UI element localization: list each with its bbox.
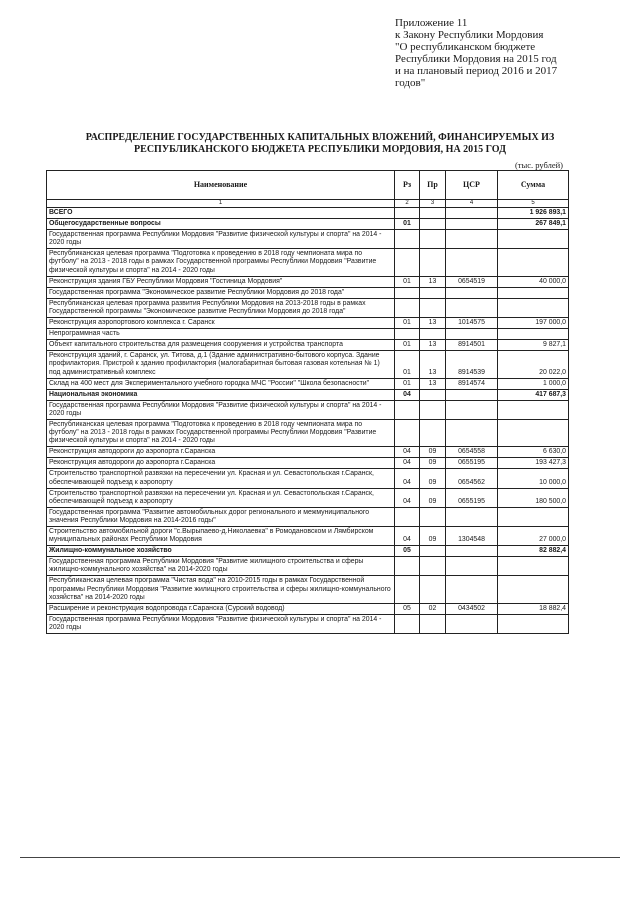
row-pr: 13 — [420, 378, 446, 389]
row-name: Республиканская целевая программа "Подготовка к проведению в 2018 году чемпионата мира по футболу" на 2013 - 2018 годы в рамках Государственной программы Республики Мордовия "Развитие физической культуры и спорта" на 2014 - 2020 годы — [47, 249, 395, 276]
row-csr — [446, 507, 498, 526]
row-sum: 180 500,0 — [498, 488, 569, 507]
row-csr: 8914574 — [446, 378, 498, 389]
row-rz — [395, 576, 420, 603]
investment-table — [46, 170, 569, 634]
col-number: 3 — [420, 200, 446, 208]
table-row — [47, 318, 569, 329]
row-csr — [446, 557, 498, 576]
row-rz: 04 — [395, 488, 420, 507]
row-pr — [420, 219, 446, 230]
page-bottom-rule — [20, 857, 620, 858]
table-row — [47, 329, 569, 340]
row-csr: 8914501 — [446, 340, 498, 351]
row-sum: 1 000,0 — [498, 378, 569, 389]
row-name: Республиканская целевая программа "Чистая вода" на 2010-2015 годы в рамках Государственной программы Республики Мордовия "Развитие жилищного строительства и сферы жилищно-коммунального хозяйства" на 2014-2020 годы — [47, 576, 395, 603]
row-sum — [498, 576, 569, 603]
row-rz: 04 — [395, 389, 420, 400]
row-pr: 09 — [420, 447, 446, 458]
row-pr — [420, 298, 446, 317]
table-row — [47, 546, 569, 557]
row-pr: 09 — [420, 469, 446, 488]
row-pr: 13 — [420, 318, 446, 329]
row-name: Государственная программа "Экономическое развитие Республики Мордовия до 2018 года" — [47, 287, 395, 298]
row-name: Объект капитального строительства для размещения сооружения и устройства транспорта — [47, 340, 395, 351]
row-name: Строительство транспортной развязки на пересечении ул. Красная и ул. Севастопольская г.Саранск, обеспечивающей подъезд к аэропорту — [47, 488, 395, 507]
row-rz: 05 — [395, 546, 420, 557]
row-csr: 0655195 — [446, 458, 498, 469]
row-sum: 10 000,0 — [498, 469, 569, 488]
row-name: Реконструкция аэропортового комплекса г. Саранск — [47, 318, 395, 329]
header-rz: Рз — [395, 171, 420, 200]
row-name: Республиканская целевая программа "Подготовка к проведению в 2018 году чемпионата мира по футболу" на 2013 - 2018 годы в рамках Государственной программы Республики Мордовия "Развитие физической культуры и спорта" на 2014 - 2020 годы — [47, 419, 395, 446]
row-pr: 13 — [420, 276, 446, 287]
table-row — [47, 351, 569, 378]
header-sum: Сумма — [498, 171, 569, 200]
row-csr: 0654562 — [446, 469, 498, 488]
title-line-2: РЕСПУБЛИКАНСКОГО БЮДЖЕТА РЕСПУБЛИКИ МОРДОВИЯ, НА 2015 ГОД — [134, 144, 506, 155]
row-csr: 1014575 — [446, 318, 498, 329]
row-name: Государственная программа "Развитие автомобильных дорог регионального и межмуниципального значения Республики Мордовия на 2014-2016 годы" — [47, 507, 395, 526]
row-name: ВСЕГО — [47, 208, 395, 219]
row-sum: 267 849,1 — [498, 219, 569, 230]
row-csr: 8914539 — [446, 351, 498, 378]
table-row — [47, 249, 569, 276]
table-row — [47, 298, 569, 317]
annex-line: и на плановый период 2016 и 2017 — [395, 65, 558, 77]
row-sum: 417 687,3 — [498, 389, 569, 400]
annex-line: к Закону Республики Мордовия — [395, 29, 544, 41]
row-name: Реконструкция зданий, г. Саранск, ул. Титова, д.1 (Здание административно-бытового корпуса. Здание профилактория. Пристрой к зданию профилактория (малогабаритная бытовая газовая котельная № 1) под административный комплекс — [47, 351, 395, 378]
column-number-row — [47, 200, 569, 208]
table-row — [47, 340, 569, 351]
row-sum: 82 882,4 — [498, 546, 569, 557]
units-label: (тыс. рублей) — [514, 160, 563, 170]
table-row — [47, 614, 569, 633]
row-csr — [446, 419, 498, 446]
row-rz: 01 — [395, 276, 420, 287]
row-sum — [498, 329, 569, 340]
row-rz: 01 — [395, 219, 420, 230]
row-rz — [395, 614, 420, 633]
document-title — [40, 132, 600, 156]
annex-line: Приложение 11 — [395, 17, 468, 29]
row-pr — [420, 419, 446, 446]
table-row — [47, 557, 569, 576]
row-csr — [446, 329, 498, 340]
table-header-row — [47, 171, 569, 200]
row-name: Республиканская целевая программа развития Республики Мордовия на 2013-2018 годы в рамках Государственной программы "Экономическое развитие Республики Мордовия до 2018 года" — [47, 298, 395, 317]
row-csr — [446, 400, 498, 419]
row-csr — [446, 576, 498, 603]
row-rz — [395, 230, 420, 249]
row-pr — [420, 507, 446, 526]
row-pr — [420, 249, 446, 276]
row-csr: 1304548 — [446, 527, 498, 546]
row-csr — [446, 614, 498, 633]
row-rz: 01 — [395, 378, 420, 389]
row-csr: 0655195 — [446, 488, 498, 507]
table-row — [47, 400, 569, 419]
row-name: Строительство автомобильной дороги "с.Вырыпаево-д.Николаевка" в Ромодановском и Лямбирском муниципальных районах Республики Мордовия — [47, 527, 395, 546]
row-pr: 09 — [420, 458, 446, 469]
row-pr — [420, 230, 446, 249]
row-csr — [446, 298, 498, 317]
row-csr — [446, 230, 498, 249]
row-sum — [498, 614, 569, 633]
row-csr — [446, 546, 498, 557]
col-number: 4 — [446, 200, 498, 208]
row-sum: 20 022,0 — [498, 351, 569, 378]
row-rz: 01 — [395, 351, 420, 378]
row-pr: 13 — [420, 340, 446, 351]
row-name: Общегосударственные вопросы — [47, 219, 395, 230]
row-name: Склад на 400 мест для Экспериментального учебного городка МЧС "России" "Школа безопасности" — [47, 378, 395, 389]
row-sum: 40 000,0 — [498, 276, 569, 287]
row-csr — [446, 389, 498, 400]
row-sum — [498, 298, 569, 317]
table-row — [47, 389, 569, 400]
row-name: Государственная программа Республики Мордовия "Развитие физической культуры и спорта" на 2014 - 2020 годы — [47, 230, 395, 249]
row-rz: 05 — [395, 603, 420, 614]
table-row — [47, 378, 569, 389]
row-csr: 0434502 — [446, 603, 498, 614]
table-row — [47, 603, 569, 614]
row-name: Национальная экономика — [47, 389, 395, 400]
row-rz: 01 — [395, 318, 420, 329]
row-rz — [395, 329, 420, 340]
row-rz: 04 — [395, 527, 420, 546]
row-name: Реконструкция здания ГБУ Республики Мордовия "Гостиница Мордовия" — [47, 276, 395, 287]
row-sum: 9 827,1 — [498, 340, 569, 351]
table-row — [47, 507, 569, 526]
row-sum — [498, 287, 569, 298]
table-row — [47, 230, 569, 249]
table-row — [47, 276, 569, 287]
row-pr — [420, 287, 446, 298]
annex-line: Республики Мордовия на 2015 год — [395, 53, 557, 65]
row-sum — [498, 557, 569, 576]
table-row — [47, 576, 569, 603]
row-sum: 18 882,4 — [498, 603, 569, 614]
row-name: Строительство транспортной развязки на пересечении ул. Красная и ул. Севастопольская г.Саранск, обеспечивающей подъезд к аэропорту — [47, 469, 395, 488]
row-csr: 0654519 — [446, 276, 498, 287]
header-csr: ЦСР — [446, 171, 498, 200]
table-row — [47, 287, 569, 298]
row-rz — [395, 507, 420, 526]
row-pr — [420, 329, 446, 340]
row-sum: 193 427,3 — [498, 458, 569, 469]
header-pr: Пр — [420, 171, 446, 200]
row-name: Государственная программа Республики Мордовия "Развитие физической культуры и спорта" на 2014 - 2020 годы — [47, 400, 395, 419]
row-rz — [395, 208, 420, 219]
row-name: Государственная программа Республики Мордовия "Развитие физической культуры и спорта" на 2014 - 2020 годы — [47, 614, 395, 633]
row-sum — [498, 230, 569, 249]
row-pr: 13 — [420, 351, 446, 378]
row-pr — [420, 546, 446, 557]
row-csr — [446, 219, 498, 230]
row-rz: 04 — [395, 458, 420, 469]
table-row — [47, 419, 569, 446]
row-pr: 09 — [420, 488, 446, 507]
col-number: 5 — [498, 200, 569, 208]
row-rz — [395, 287, 420, 298]
row-name: Реконструкция автодороги до аэропорта г.Саранска — [47, 447, 395, 458]
annex-block — [395, 17, 625, 89]
row-pr — [420, 389, 446, 400]
col-number: 2 — [395, 200, 420, 208]
row-sum — [498, 400, 569, 419]
row-sum: 197 000,0 — [498, 318, 569, 329]
row-rz — [395, 298, 420, 317]
row-sum: 1 926 893,1 — [498, 208, 569, 219]
row-pr — [420, 614, 446, 633]
annex-line: "О республиканском бюджете — [395, 41, 536, 53]
row-name: Непрограммная часть — [47, 329, 395, 340]
row-pr — [420, 400, 446, 419]
row-pr — [420, 576, 446, 603]
row-csr: 0654558 — [446, 447, 498, 458]
table-row — [47, 469, 569, 488]
row-sum: 27 000,0 — [498, 527, 569, 546]
row-pr — [420, 557, 446, 576]
row-rz: 04 — [395, 469, 420, 488]
table-row — [47, 219, 569, 230]
header-name: Наименование — [47, 171, 395, 200]
row-csr — [446, 287, 498, 298]
row-csr — [446, 249, 498, 276]
row-rz: 01 — [395, 340, 420, 351]
row-sum: 6 630,0 — [498, 447, 569, 458]
row-rz — [395, 249, 420, 276]
row-pr — [420, 208, 446, 219]
row-pr: 02 — [420, 603, 446, 614]
row-rz: 04 — [395, 447, 420, 458]
row-rz — [395, 419, 420, 446]
annex-line: годов" — [395, 77, 426, 89]
row-sum — [498, 507, 569, 526]
table-row — [47, 447, 569, 458]
row-csr — [446, 208, 498, 219]
row-name: Жилищно-коммунальное хозяйство — [47, 546, 395, 557]
row-sum — [498, 249, 569, 276]
row-name: Расширение и реконструкция водопровода г.Саранска (Сурский водовод) — [47, 603, 395, 614]
row-rz — [395, 400, 420, 419]
table-row — [47, 208, 569, 219]
table-row — [47, 527, 569, 546]
table-body — [47, 208, 569, 634]
table-row — [47, 458, 569, 469]
title-line-1: РАСПРЕДЕЛЕНИЕ ГОСУДАРСТВЕННЫХ КАПИТАЛЬНЫХ ВЛОЖЕНИЙ, ФИНАНСИРУЕМЫХ ИЗ — [85, 132, 555, 143]
row-name: Государственная программа Республики Мордовия "Развитие жилищного строительства и сферы жилищно-коммунального хозяйства" на 2014-2020 годы — [47, 557, 395, 576]
col-number: 1 — [47, 200, 395, 208]
row-name: Реконструкция автодороги до аэропорта г.Саранска — [47, 458, 395, 469]
table-row — [47, 488, 569, 507]
row-sum — [498, 419, 569, 446]
row-pr: 09 — [420, 527, 446, 546]
row-rz — [395, 557, 420, 576]
